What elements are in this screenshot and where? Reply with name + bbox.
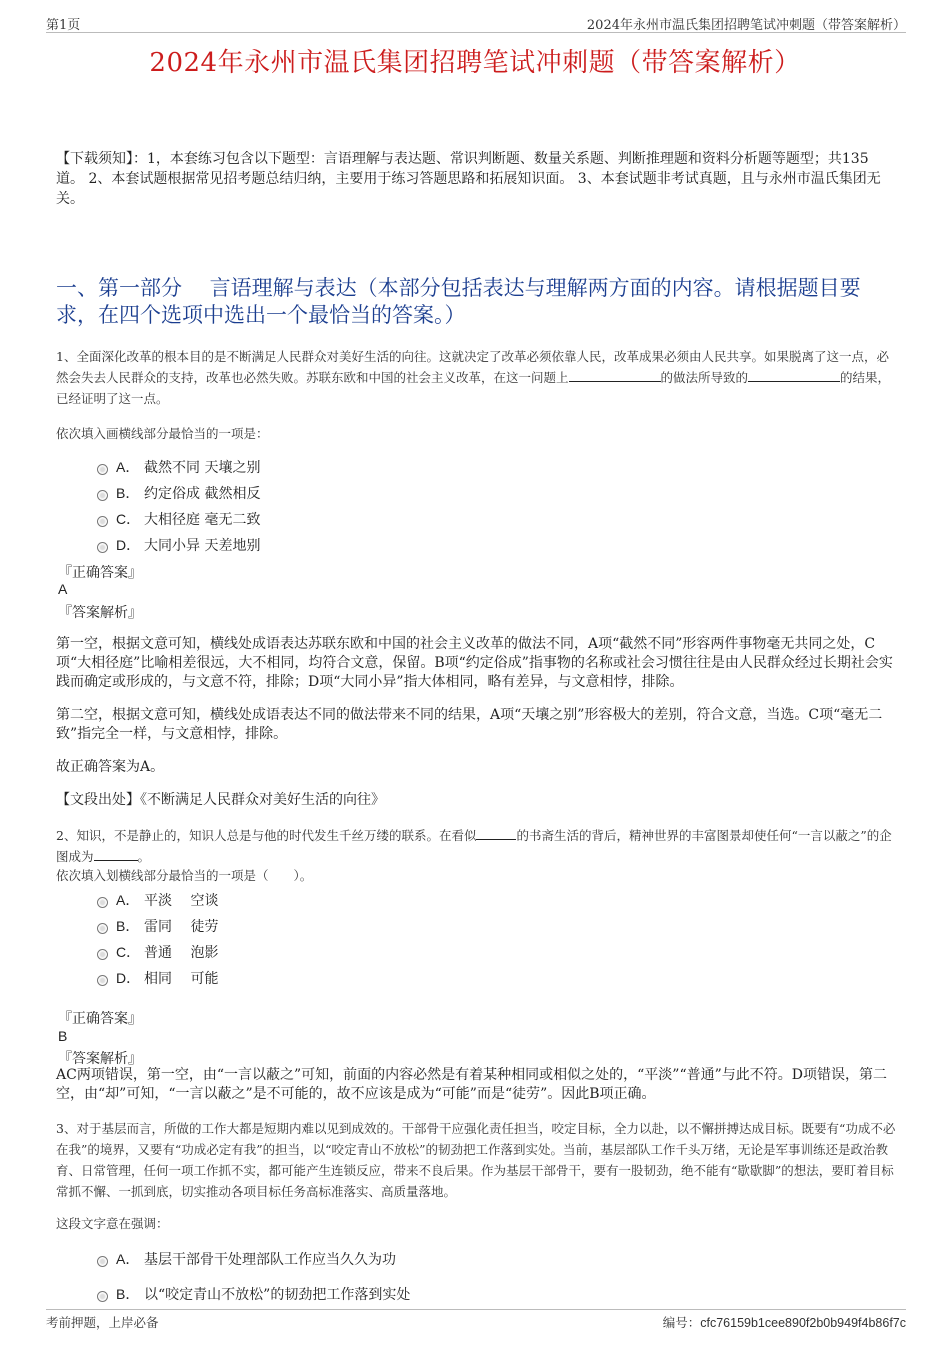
- q1-answer: A: [58, 581, 68, 597]
- q1-answer-label: 『正确答案』: [58, 565, 142, 581]
- header-divider: [46, 32, 906, 33]
- question-1-prompt: 依次填入画横线部分最恰当的一项是：: [56, 426, 269, 441]
- q2-option-b[interactable]: B． 雷同 徒劳: [97, 916, 218, 936]
- q2-analysis: AC两项错误，第一空，由“一言以蔽之”可知，前面的内容必然是有着某种相同或相似之处的，“平淡”“普通”与此不符。D项错误，第二空，由“却”可知，“一言以蔽之”是不可能的，故不应该是成为“可能”而是“徒劳”。因此B项正确。: [56, 1067, 887, 1102]
- radio-button[interactable]: [97, 1291, 108, 1302]
- page-title: 2024年永州市温氏集团招聘笔试冲刺题（带答案解析）: [149, 48, 801, 78]
- q2-option-a[interactable]: A． 平淡 空谈: [97, 890, 218, 910]
- q1-analysis-2: 第二空，根据文意可知，横线处成语表达不同的做法带来不同的结果，A项“天壤之别”形容极大的差别，符合文意，当选。C项“毫无二致”指完全一样，与文意相悖，排除。: [56, 707, 883, 742]
- download-notice: 【下载须知】：1，本套练习包含以下题型：言语理解与表达题、常识判断题、数量关系题、判断推理题和资料分析题等题型；共135道。 2、本套试题根据常见招考题总结归纳，主要用于练习答题思路和拓展知识面。 3、本套试题非考试真题，且与永州市温氏集团无关。: [56, 151, 881, 207]
- q1-option-b[interactable]: B． 约定俗成 截然相反: [97, 483, 260, 503]
- q2-analysis-label: 『答案解析』: [58, 1051, 142, 1067]
- footer-slogan: 考前押题，上岸必备: [46, 1315, 159, 1330]
- header-doc-title: 2024年永州市温氏集团招聘笔试冲刺题（带答案解析）: [586, 18, 906, 33]
- question-1-stem: 1、全面深化改革的根本目的是不断满足人民群众对美好生活的向往。这就决定了改革必须依靠人民，改革成果必须由人民共享。如果脱离了这一点，必然会失去人民群众的支持，改革也必然失败。苏联东欧和中国的社会主义改革，在这一问题上 的做法所导致的 的结果，已经证明了这一点。: [56, 349, 891, 406]
- q1-analysis-3: 故正确答案为A。: [56, 759, 165, 775]
- q1-option-c[interactable]: C． 大相径庭 毫无二致: [97, 509, 260, 529]
- q3-option-a[interactable]: A． 基层干部骨干处理部队工作应当久久为功: [97, 1249, 396, 1269]
- question-3-stem: 3、对于基层而言，所做的工作大都是短期内难以见到成效的。干部骨干应强化责任担当，咬定目标，全力以赴，以不懈拼搏达成目标。既要有“功成不必在我”的境界，又要有“功成必定有我”的担当，以“咬定青山不放松”的韧劲把工作落到实处。当前，基层部队工作千头万绪，无论是军事训练还是政治教育、日常管理，任何一项工作抓不实，都可能产生连锁反应，带来不良后果。作为基层干部骨干，要有一股韧劲，绝不能有“歇歇脚”的想法，要盯着目标常抓不懈、一抓到底，切实推动各项目标任务高标准落实、高质量落地。: [56, 1121, 896, 1199]
- radio-button[interactable]: [97, 464, 108, 475]
- q1-analysis-label: 『答案解析』: [58, 605, 142, 621]
- q1-source: 【文段出处】《不断满足人民群众对美好生活的向往》: [56, 792, 385, 808]
- radio-button[interactable]: [97, 1256, 108, 1267]
- q1-option-d[interactable]: D． 大同小异 天差地别: [97, 535, 260, 555]
- radio-button[interactable]: [97, 949, 108, 960]
- radio-button[interactable]: [97, 516, 108, 527]
- question-2-prompt: 依次填入划横线部分最恰当的一项是（ ）。: [56, 868, 313, 883]
- footer-divider: [46, 1309, 906, 1310]
- radio-button[interactable]: [97, 542, 108, 553]
- radio-button[interactable]: [97, 975, 108, 986]
- q3-option-b[interactable]: B． 以“咬定青山不放松”的韧劲把工作落到实处: [97, 1284, 410, 1304]
- document-code: 编号：cfc76159b1cee890f2b0b949f4b86f7c: [662, 1315, 906, 1330]
- question-2-stem: 2、知识，不是静止的，知识人总是与他的时代发生千丝万缕的联系。在看似 的书斋生活的背后，精神世界的丰富图景却使任何“一言以蔽之”的企图成为 。: [56, 828, 892, 864]
- q2-option-d[interactable]: D． 相同 可能: [97, 968, 218, 988]
- q2-answer: B: [58, 1028, 68, 1044]
- q1-option-a[interactable]: A． 截然不同 天壤之别: [97, 457, 260, 477]
- page-number: 第1页: [46, 18, 81, 33]
- radio-button[interactable]: [97, 490, 108, 501]
- q2-option-c[interactable]: C． 普通 泡影: [97, 942, 218, 962]
- q2-answer-label: 『正确答案』: [58, 1011, 142, 1027]
- q1-analysis-1: 第一空，根据文意可知，横线处成语表达苏联东欧和中国的社会主义改革的做法不同，A项“截然不同”形容两件事物毫无共同之处，C项“大相径庭”比喻相差很远，大不相同，均符合文意，保留。B项“约定俗成”指事物的名称或社会习惯往往是由人民群众经过长期社会实践而确定或形成的，与文意不符，排除；D项“大同小异”指大体相同，略有差异，与文意相悖，排除。: [56, 636, 893, 690]
- section-heading: 一、第一部分 言语理解与表达（本部分包括表达与理解两方面的内容。请根据题目要求，在四个选项中选出一个最恰当的答案。）: [56, 276, 861, 327]
- radio-button[interactable]: [97, 923, 108, 934]
- question-3-prompt: 这段文字意在强调：: [56, 1216, 169, 1231]
- radio-button[interactable]: [97, 897, 108, 908]
